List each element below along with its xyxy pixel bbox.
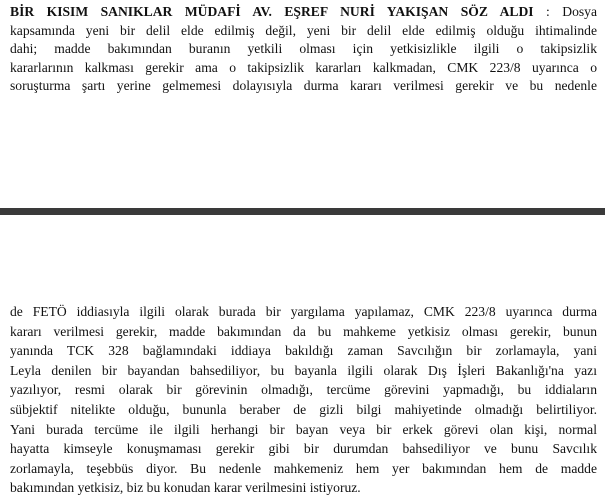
- text-line: sübjektif nitelikte olduğu, bununla beraber de gizli bilgi mahiyetinde olmadığı belirtiliyor.: [10, 401, 597, 417]
- text-line: [10, 3, 597, 22]
- text-line: hayatta kimseyle konuşmaması gerekir gibi bir durumdan bahsediliyor ve bunu Savcılık: [10, 441, 597, 457]
- text-line: yazılıyor, resmi olarak bir görevinin olmadığı, tercüme görevini yapmadığı, bu iddiaların: [10, 382, 597, 398]
- text-line: kararlarının kalkması gerekir ama o takipsizlik kararları kalkmadan, CMK 223/8 uyarınca o: [10, 59, 597, 75]
- page-separator: [0, 208, 605, 215]
- text-line: yanında TCK 328 bağlamındaki iddiaya bakıldığı zaman Savcılığın bir zorlamayla, yani: [10, 343, 597, 359]
- text-line: kapsamında yeni bir delil elde edilmiş değil, yeni bir delil elde edilmiş olduğu ihtimalinde: [10, 22, 597, 38]
- bottom-paragraph: [10, 302, 597, 498]
- text-line: zorlamayla, teşebbüs diyor. Bu nedenle mahkemeniz hem yer bakımından hem de madde: [10, 460, 597, 476]
- speaker-name: BİR KISIM SANIKLAR MÜDAFİ AV. EŞREF NURİ YAKIŞAN SÖZ ALDI: [10, 4, 534, 19]
- text-line: Leyla denilen bir bayandan bahsediliyor, bu bayanla ilgili olarak Dış İşleri Bakanlığı'na yazı: [10, 362, 597, 378]
- top-paragraph: [10, 3, 597, 96]
- text-line: dahi; madde bakımından buranın yetkili olması için yetkisizlikle ilgili o takipsizlik: [10, 41, 597, 56]
- text-line: de FETÖ iddiasıyla ilgili olarak burada bir yargılama yapılamaz, CMK 223/8 uyarınca durma: [10, 304, 597, 319]
- text-line: Yani burada tercüme ile ilgili herhangi bir bayan veya bir erkek görevi olan kişi, normal: [10, 421, 597, 437]
- text-line: soruşturma şartı yerine gelmemesi dolayısıyla durma kararı verilmesi gerekir ve bu nedenle: [10, 78, 597, 93]
- text-line: bakımından yetkisiz, biz bu konudan karar verilmesini istiyoruz.: [10, 480, 361, 496]
- speaker-statement-start: : Dosya: [533, 4, 597, 19]
- text-line: kararı verilmesi gerekir, madde bakımından da bu mahkeme yetkisiz olması gerekir, bunun: [10, 323, 597, 339]
